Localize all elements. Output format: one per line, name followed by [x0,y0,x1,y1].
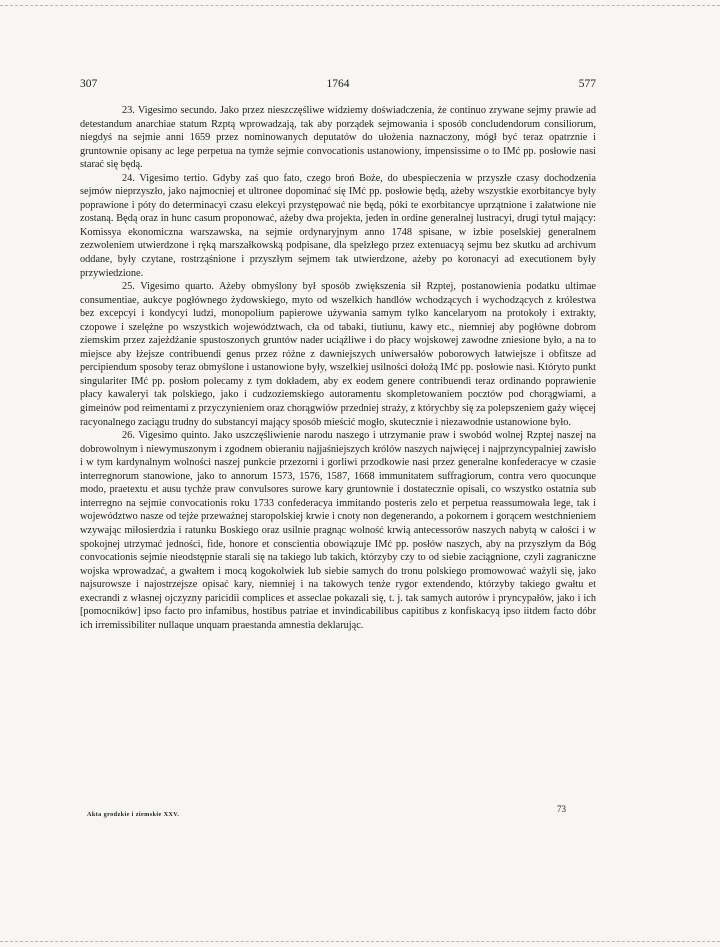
footer-note: Akta grodzkie i ziemskie XXV. [87,811,180,818]
right-page-number: 577 [578,78,596,90]
page-footer [80,804,596,824]
year-heading: 1764 [326,78,350,90]
sheet-number: 73 [557,804,566,814]
paragraph-23: 23. Vigesimo secundo. Jako przez nieszczęśliwe widziemy doświadczenia, że continuo zrywane sejmy prawie ad detestandum anarchiae statum Rzptą wprowadzają, tak aby porządek sejmowania i sposób concludendorum consiliorum, niegdyś na sejmie anni 1659 przez nominowanych deputatów do ułożenia naznaczony, mógł być teraz opatrznie i gruntownie opisany ac lege perpetua na tymże sejmie convocationis ustanowiony, impensissime o to IMć pp. posłowie nasi starać się będą. [80,105,596,171]
scan-edge-bottom [0,941,720,947]
left-page-number: 307 [80,78,98,90]
paragraph-26: 26. Vigesimo quinto. Jako uszczęśliwienie narodu naszego i utrzymanie praw i swobód wolnej Rzptej naszej na dobrowolnym i niewymuszonym i zgodnem obieraniu najjaśniejszych królów naszych najwięcej i najprzyncypalniej zawisło i w tym kardynalnym wolności naszej punkcie przezorni i gorliwi przodkowie nasi przez generalne konfederacye w czasie interregnorum stanowione, jako to annorum 1573, 1576, 1587, 1668 immunitatem suffragiorum, contra vero quocunque modo, praetextu et ausu tychże praw convulsores surowe kary gruntownie i dostatecznie opisali, co wszystko ostatnia sub interregno na sejmie convocationis roku 1733 confederacya immitando posteris zelo et perpetua reassumowała lege, tak i województwo nasze od tejże przeważnej staropolskiej krwie i cnoty non degenerando, a pokornem i gorącem westchnieniem wzywając miłosierdzia i ratunku Boskiego oraz usilnie pragnąc wolność krwią antecessorów naszych nabytą w całości i w spokojnej utrzymać jedności, fide, honore et conscientia obowiązuje IMć pp. posłów naszych, aby na przyszłym da Bóg convocationis sejmie nieodstępnie starali się na takiego lub takich, którzyby czy to od siebie zaciągnione, czyli zagraniczne wojska wprowadzać, a gwałtem i mocą kogokolwiek lub siebie samych do tronu polskiego promowować ważyli się, jako najsurowsze i najostrzejsze opisać kary, niemniej i na takowych tenże rygor extendendo, którzyby takiego gwałtu et execrandi z własnej ojczyzny paricidii complices et asseclae pokazali się, t. j. tak samych autorów i pryncypałów, jako i ich [pomocników] ipso facto pro infamibus, hostibus patriae et invindicabilibus capitibus z konfiskacyą ipso iitdem facto dóbr ich irremissibiliter nullaque unquam praestanda amnestia deklarując. [80,430,596,631]
scan-edge-top [0,0,720,6]
running-header [80,76,596,92]
document-body [80,104,596,632]
paragraph-25: 25. Vigesimo quarto. Ażeby obmyślony był sposób zwiększenia sił Rzptej, postanowienia podatku ultimae consumentiae, aukcye pogłównego żydowskiego, myto od wszelkich handlów wchodzących i wychodzących z królestwa bez excepcyi i kondycyi ludzi, monopolium papierowe używania samym tylko kancelaryom na protokoły i extrakty, czopowe i szelężne po wszystkich województwach, cła od tabaki, tiutiunu, kawy etc., niemniej aby pogłówne dobrom ziemskim przez zajeżdżanie spustoszonych gruntów nader uciążliwe i do płacy wojskowej zawodne zniesione było, a na to miejsce aby łżejsze contribuendi genus przez różne z dawniejszych uniwersałów poborowych łatwiejsze i obfitsze ad percipiendum sposoby teraz obmyślone i ustanowione były, wszelkiej usilności dołożą IMć pp. posłowie nasi. Któryto punkt singulariter IMć pp. posłom polecamy z tym dokładem, aby ex eodem genere contribuendi teraz ordinando poprawienie płacy kawaleryi tak polskiego, jako i cudzoziemskiego autoramentu skompletowaniem pocztów pod chorągwiami, a gimeinów pod reimentami z przyczynieniem oraz chorągwiów przedniej straży, z którychby się za polepszeniem gaży więcej racyonalnego zaciągu trudny do substancyi mający sposób mieścić mogło, skutecznie i niezawodnie ustanowione było. [80,281,596,428]
paragraph-24: 24. Vigesimo tertio. Gdyby zaś quo fato, czego broń Boże, do ubespieczenia w przyszłe czasy dochodzenia sejmów nieprzyszło, jako najmocniej et ultronee dopominać się IMć pp. posłowie będą, ażeby wszystkie exorbitancye były poprawione i póty do determinacyi czasu elekcyi przystępować nie będą, póki te exorbitancye uprzątnione i załatwione nie zostaną. Będą oraz in hunc casum proponować, ażeby dwa projekta, jeden in ordine generalnej lustracyi, drugi tytuł mający: Komissya ekonomiczna warszawska, na sejmie ordynaryjnym anno 1748 spisane, w izbie poselskiej generalnem zezwoleniem utwierdzone i ręką marszałkowską podpisane, dla spełzłego przez extenuacyą sejmu bez skutku ad archivum oddane, były czytane, rostrząśnione i przyszłym sejmem tak utwierdzone, ażeby po koronacyi ad executionem były przywiedzione. [80,172,596,279]
